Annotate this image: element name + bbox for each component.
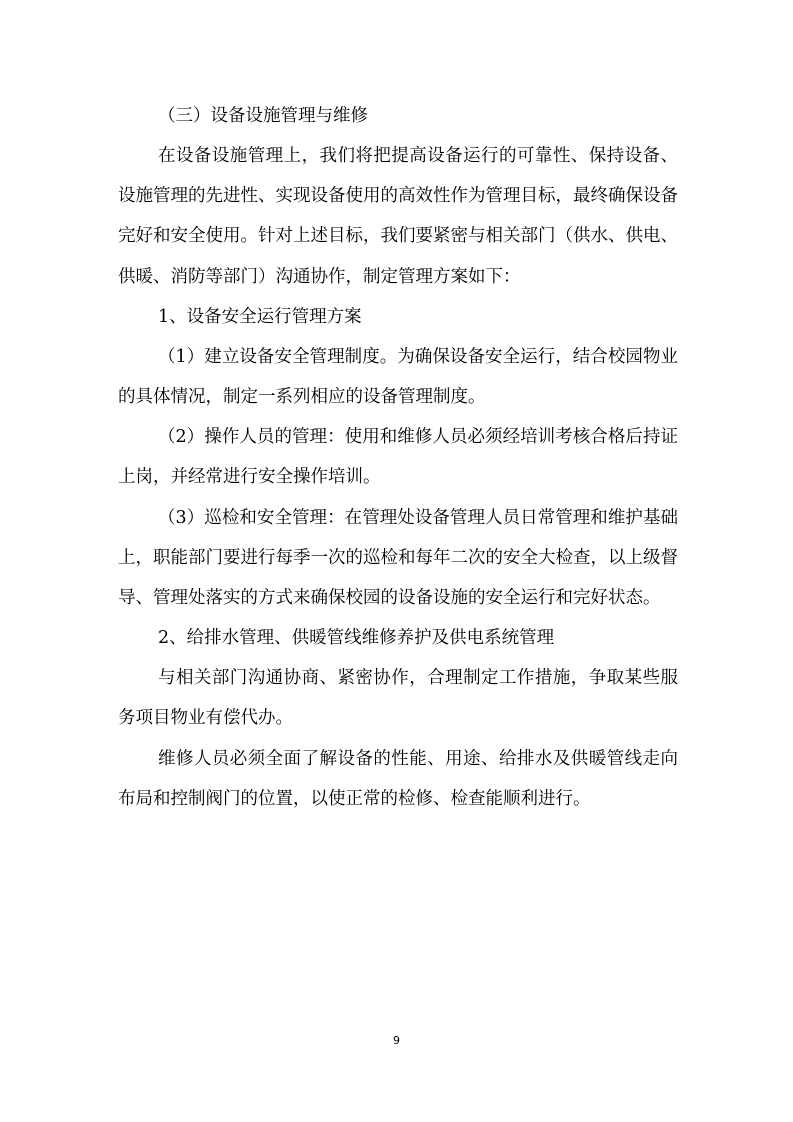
subsection-1-item-2: （2）操作人员的管理：使用和维修人员必须经培训考核合格后持证上岗，并经常进行安全操作培训。 — [118, 427, 678, 488]
document-body — [118, 96, 678, 819]
subsection-2-paragraph-2: 维修人员必须全面了解设备的性能、用途、给排水及供暖管线走向布局和控制阀门的位置，以使正常的检修、检查能顺利进行。 — [118, 748, 678, 809]
page-number: 9 — [393, 1034, 400, 1047]
section-title: （三）设备设施管理与维修 — [158, 106, 368, 126]
subsection-1-item-1: （1）建立设备安全管理制度。为确保设备安全运行，结合校园物业的具体情况，制定一系列相应的设备管理制度。 — [118, 346, 678, 408]
subsection-2-title: 2、给排水管理、供暖管线维修养护及供电系统管理 — [158, 628, 555, 649]
subsection-2-paragraph-1: 与相关部门沟通协商、紧密协作，合理制定工作措施，争取某些服务项目物业有偿代办。 — [118, 668, 678, 729]
intro-paragraph: 在设备设施管理上，我们将把提高设备运行的可靠性、保持设备、设施管理的先进性、实现设备使用的高效性作为管理目标，最终确保设备完好和安全使用。针对上述目标，我们要紧密与相关部门（供水、供电、供暖、消防等部门）沟通协作，制定管理方案如下： — [118, 146, 678, 287]
subsection-1-item-3: （3）巡检和安全管理：在管理处设备管理人员日常管理和维护基础上，职能部门要进行每季一次的巡检和每年二次的安全大检查，以上级督导、管理处落实的方式来确保校园的设备设施的安全运行和完好状态。 — [118, 507, 678, 609]
subsection-1-title: 1、设备安全运行管理方案 — [158, 306, 362, 327]
